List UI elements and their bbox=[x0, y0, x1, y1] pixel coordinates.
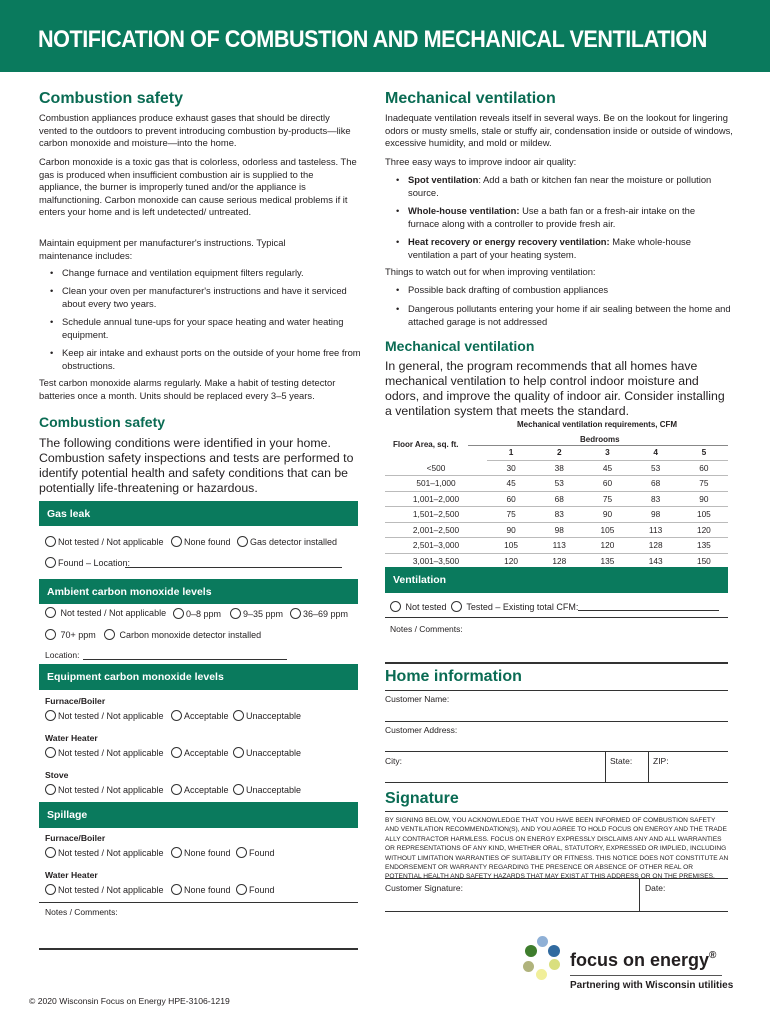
signature-heading: Signature bbox=[385, 790, 459, 807]
logo-wordmark: focus on energy® bbox=[570, 950, 717, 970]
mechanical-heading: Mechanical ventilation bbox=[385, 90, 556, 107]
gas-found-option[interactable]: Found – Location: bbox=[45, 557, 130, 568]
watch-text: Things to watch out for when improving ventilation: bbox=[385, 266, 596, 277]
watch-bullet: • Possible back drafting of combustion appliances bbox=[396, 284, 609, 295]
maintenance-text: Maintain equipment per manufacturer's instructions. Typical maintenance includes: bbox=[39, 237, 286, 261]
radio-icon bbox=[236, 884, 247, 895]
signature-disclaimer: BY SIGNING BELOW, YOU ACKNOWLEDGE THAT YOU HAVE BEEN INFORMED OF COMBUSTION SAFETY AND VENTILATION RECOMMENDATION(S), AND YOU AGREE TO HOLD FOCUS ON ENERGY AND THE TRADE ALLY CONTRACTOR HARMLESS. FOCUS ON ENERGY EXPRESSLY DISCLAIMS ANY AND ALL WARRANTIES OR REPRESENTATIONS OF ANY KIND, WHETHER ORAL, STATUTORY, EXPRESSED OR IMPLIED, INCLUDING WITHOUT LIMITATION WARRANTIES OF SUITABILITY OR FITNESS. THIS NOTICE DOES NOT CONSTITUTE AN ENDORSEMENT OR WARRANTY REGARDING THE PRESENCE OR ABSENCE OF OTHER REAL OR POTENTIAL HEALTH AND SAFETY HAZARDS THAT MAY EXIST AT THIS ADDRESS OR ON THE PREMISES. bbox=[385, 817, 729, 881]
table-row: 1,501–2,500 75 83 90 98 105 bbox=[385, 507, 728, 523]
spill-furnace-not-tested[interactable]: Not tested / Not applicable bbox=[45, 847, 164, 858]
maintenance-bullet: • Change furnace and ventilation equipment filters regularly. bbox=[50, 267, 304, 278]
ambient-70-option[interactable]: 70+ ppm bbox=[45, 629, 96, 640]
radio-icon bbox=[233, 784, 244, 795]
radio-icon bbox=[390, 601, 401, 612]
title-banner bbox=[0, 0, 770, 72]
ambient-36-69-option[interactable]: 36–69 ppm bbox=[290, 608, 348, 619]
city-label: City: bbox=[385, 756, 402, 766]
radio-icon bbox=[451, 601, 462, 612]
customer-signature-label: Customer Signature: bbox=[385, 883, 463, 893]
equip-furnace-acceptable[interactable]: Acceptable bbox=[171, 710, 229, 721]
ambient-co-bar: Ambient carbon monoxide levels bbox=[39, 579, 358, 604]
radio-icon bbox=[171, 847, 182, 858]
vent-not-tested-option[interactable]: Not tested bbox=[390, 601, 447, 612]
column-header: 4 bbox=[632, 445, 680, 460]
improve-text: Three easy ways to improve indoor air quality: bbox=[385, 156, 577, 167]
radio-icon bbox=[45, 747, 56, 758]
customer-name-label: Customer Name: bbox=[385, 694, 450, 704]
equip-stove-not-tested[interactable]: Not tested / Not applicable bbox=[45, 784, 164, 795]
watch-bullet: • Dangerous pollutants entering your home if air sealing between the home and attached garage is not addressed bbox=[396, 303, 731, 327]
zip-field[interactable] bbox=[649, 752, 728, 782]
combustion-heading-2: Combustion safety bbox=[39, 414, 166, 430]
copyright: © 2020 Wisconsin Focus on Energy HPE-3106-1219 bbox=[29, 996, 230, 1006]
ambient-not-tested-option[interactable]: Not tested / Not applicable bbox=[45, 607, 166, 618]
city-field[interactable] bbox=[385, 752, 605, 782]
equipment-furnace-label: Furnace/Boiler bbox=[45, 696, 106, 706]
divider bbox=[385, 617, 728, 618]
table-row: 2,001–2,500 90 98 105 113 120 bbox=[385, 522, 728, 538]
gas-location-line[interactable] bbox=[125, 567, 342, 568]
ventilation-bar: Ventilation bbox=[385, 567, 728, 593]
co-alarm-text: Test carbon monoxide alarms regularly. Make a habit of testing detector batteries once a month. Units should be replaced every 3–5 years. bbox=[39, 377, 336, 401]
customer-name-field[interactable] bbox=[385, 691, 728, 721]
radio-icon bbox=[237, 536, 248, 547]
divider bbox=[385, 662, 728, 664]
radio-icon bbox=[45, 847, 56, 858]
equip-stove-unacceptable[interactable]: Unacceptable bbox=[233, 784, 301, 795]
customer-signature-field[interactable] bbox=[385, 879, 639, 911]
divider bbox=[385, 911, 728, 912]
way-bullet: • Whole-house ventilation: Use a bath fan or a fresh-air intake on the furnace along with a controller to provide fresh air. bbox=[396, 205, 696, 229]
logo-tagline: Partnering with Wisconsin utilities bbox=[570, 980, 734, 991]
maintenance-bullet: • Clean your oven per manufacturer's instructions and have it serviced about every two years. bbox=[50, 285, 347, 309]
equipment-water-heater-label: Water Heater bbox=[45, 733, 98, 743]
notes-field[interactable] bbox=[39, 906, 358, 948]
radio-icon bbox=[45, 536, 56, 547]
customer-address-label: Customer Address: bbox=[385, 725, 458, 735]
spillage-bar: Spillage bbox=[39, 802, 358, 828]
combustion-intro: Combustion appliances produce exhaust gases that should be directly vented to the outdoors to prevent introducing combustion by-products—like carbon monoxide and moisture—into the home. bbox=[39, 112, 351, 149]
page-title: NOTIFICATION OF COMBUSTION AND MECHANICAL VENTILATION bbox=[38, 26, 707, 53]
ambient-location-line[interactable] bbox=[83, 659, 287, 660]
gas-detector-option[interactable]: Gas detector installed bbox=[237, 536, 337, 547]
equip-furnace-unacceptable[interactable]: Unacceptable bbox=[233, 710, 301, 721]
ambient-location-label: Location: bbox=[45, 650, 80, 660]
equipment-stove-label: Stove bbox=[45, 770, 69, 780]
date-label: Date: bbox=[645, 883, 666, 893]
ventilation-intro: Inadequate ventilation reveals itself in several ways. Be on the lookout for lingering odors or musty smells, stale or stuffy air, condensation inside or outside of windows, excessive humidity, and mold or mildew. bbox=[385, 112, 733, 149]
equip-furnace-not-tested[interactable]: Not tested / Not applicable bbox=[45, 710, 164, 721]
radio-icon bbox=[173, 608, 184, 619]
radio-icon bbox=[171, 710, 182, 721]
radio-icon bbox=[171, 884, 182, 895]
spill-furnace-found[interactable]: Found bbox=[236, 847, 275, 858]
home-info-heading: Home information bbox=[385, 668, 522, 685]
mechanical-heading-2: Mechanical ventilation bbox=[385, 338, 535, 354]
spillage-furnace-label: Furnace/Boiler bbox=[45, 833, 106, 843]
table-title: Mechanical ventilation requirements, CFM bbox=[517, 420, 678, 429]
column-header: 2 bbox=[535, 445, 583, 460]
table-row: <500 30 38 45 53 60 bbox=[385, 460, 728, 476]
equip-water-unacceptable[interactable]: Unacceptable bbox=[233, 747, 301, 758]
co-detector-option[interactable]: Carbon monoxide detector installed bbox=[104, 629, 261, 640]
notes-label: Notes / Comments: bbox=[45, 907, 118, 917]
radio-icon bbox=[233, 710, 244, 721]
recommendation-text: In general, the program recommends that all homes have mechanical ventilation to help control indoor moisture and odors, and improve the quality of indoor air. Consider installing a ventilation system that meets the standard. bbox=[385, 359, 725, 418]
way-bullet: • Spot ventilation: Add a bath or kitchen fan near the moisture or pollution source. bbox=[396, 174, 712, 198]
customer-address-field[interactable] bbox=[385, 722, 728, 751]
table-row: 3,001–3,500 120 128 135 143 150 bbox=[385, 553, 728, 569]
vent-tested-option[interactable]: Tested – Existing total CFM: bbox=[451, 601, 578, 612]
radio-icon bbox=[233, 747, 244, 758]
conditions-text: The following conditions were identified in your home. Combustion safety inspections and tests are performed to identify potential health and safety conditions that can be potentially life-threatening or hazardous. bbox=[39, 436, 354, 495]
spillage-water-heater-label: Water Heater bbox=[45, 870, 98, 880]
spill-furnace-none-found[interactable]: None found bbox=[171, 847, 231, 858]
radio-icon bbox=[290, 608, 301, 619]
divider bbox=[385, 811, 728, 812]
radio-icon bbox=[171, 536, 182, 547]
spill-water-not-tested[interactable]: Not tested / Not applicable bbox=[45, 884, 164, 895]
way-bullet: • Heat recovery or energy recovery ventilation: Make whole-house ventilation a part of your heating system. bbox=[396, 236, 691, 260]
spill-water-none-found[interactable]: None found bbox=[171, 884, 231, 895]
radio-icon bbox=[45, 784, 56, 795]
table-header-row bbox=[385, 445, 728, 460]
table-row: 1,001–2,000 60 68 75 83 90 bbox=[385, 491, 728, 507]
column-header: 3 bbox=[583, 445, 631, 460]
combustion-heading: Combustion safety bbox=[39, 90, 184, 107]
equip-water-not-tested[interactable]: Not tested / Not applicable bbox=[45, 747, 164, 758]
radio-icon bbox=[230, 608, 241, 619]
radio-icon bbox=[45, 629, 56, 640]
table-row: 2,501–3,000 105 113 120 128 135 bbox=[385, 538, 728, 554]
carbon-monoxide-text: Carbon monoxide is a toxic gas that is colorless, odorless and tasteless. The gas is produced when insufficient combustion air is supplied to the appliance, the burner is improperly tuned and/or the appliance is malfunctioning. Carbon monoxide can cause serious medical problems if it enters your home and is left undetected/ untreated. bbox=[39, 156, 357, 218]
vent-notes-field[interactable] bbox=[385, 620, 728, 662]
focus-on-energy-logo-icon bbox=[520, 934, 570, 984]
vent-notes-label: Notes / Comments: bbox=[390, 624, 463, 634]
radio-icon bbox=[236, 847, 247, 858]
radio-icon bbox=[45, 607, 56, 618]
equip-water-acceptable[interactable]: Acceptable bbox=[171, 747, 229, 758]
radio-icon bbox=[45, 884, 56, 895]
equipment-co-bar: Equipment carbon monoxide levels bbox=[39, 664, 358, 690]
state-label: State: bbox=[610, 756, 633, 766]
column-header: 1 bbox=[487, 445, 535, 460]
cfm-line[interactable] bbox=[578, 610, 719, 611]
state-field[interactable] bbox=[606, 752, 648, 782]
divider bbox=[570, 975, 722, 976]
equip-stove-acceptable[interactable]: Acceptable bbox=[171, 784, 229, 795]
radio-icon bbox=[171, 784, 182, 795]
cfm-table bbox=[385, 445, 728, 569]
maintenance-bullet: • Keep air intake and exhaust ports on the outside of your home free from obstructions. bbox=[50, 347, 361, 371]
radio-icon bbox=[104, 629, 115, 640]
spill-water-found[interactable]: Found bbox=[236, 884, 275, 895]
divider bbox=[385, 782, 728, 783]
gas-none-found-option[interactable]: None found bbox=[171, 536, 231, 547]
radio-icon bbox=[45, 557, 56, 568]
ambient-0-8-option[interactable]: 0–8 ppm bbox=[173, 608, 221, 619]
radio-icon bbox=[45, 710, 56, 721]
column-header: 5 bbox=[680, 445, 728, 460]
ambient-9-35-option[interactable]: 9–35 ppm bbox=[230, 608, 283, 619]
divider bbox=[39, 902, 358, 903]
floor-area-header: Floor Area, sq. ft. bbox=[393, 440, 459, 449]
zip-label: ZIP: bbox=[653, 756, 669, 766]
radio-icon bbox=[171, 747, 182, 758]
bedrooms-header: Bedrooms bbox=[580, 435, 620, 444]
gas-leak-bar: Gas leak bbox=[39, 501, 358, 526]
table-row: 501–1,000 45 53 60 68 75 bbox=[385, 476, 728, 492]
date-field[interactable] bbox=[640, 879, 728, 911]
divider bbox=[39, 948, 358, 950]
maintenance-bullet: • Schedule annual tune-ups for your space heating and water heating equipment. bbox=[50, 316, 344, 340]
gas-not-tested-option[interactable]: Not tested / Not applicable bbox=[45, 536, 164, 547]
